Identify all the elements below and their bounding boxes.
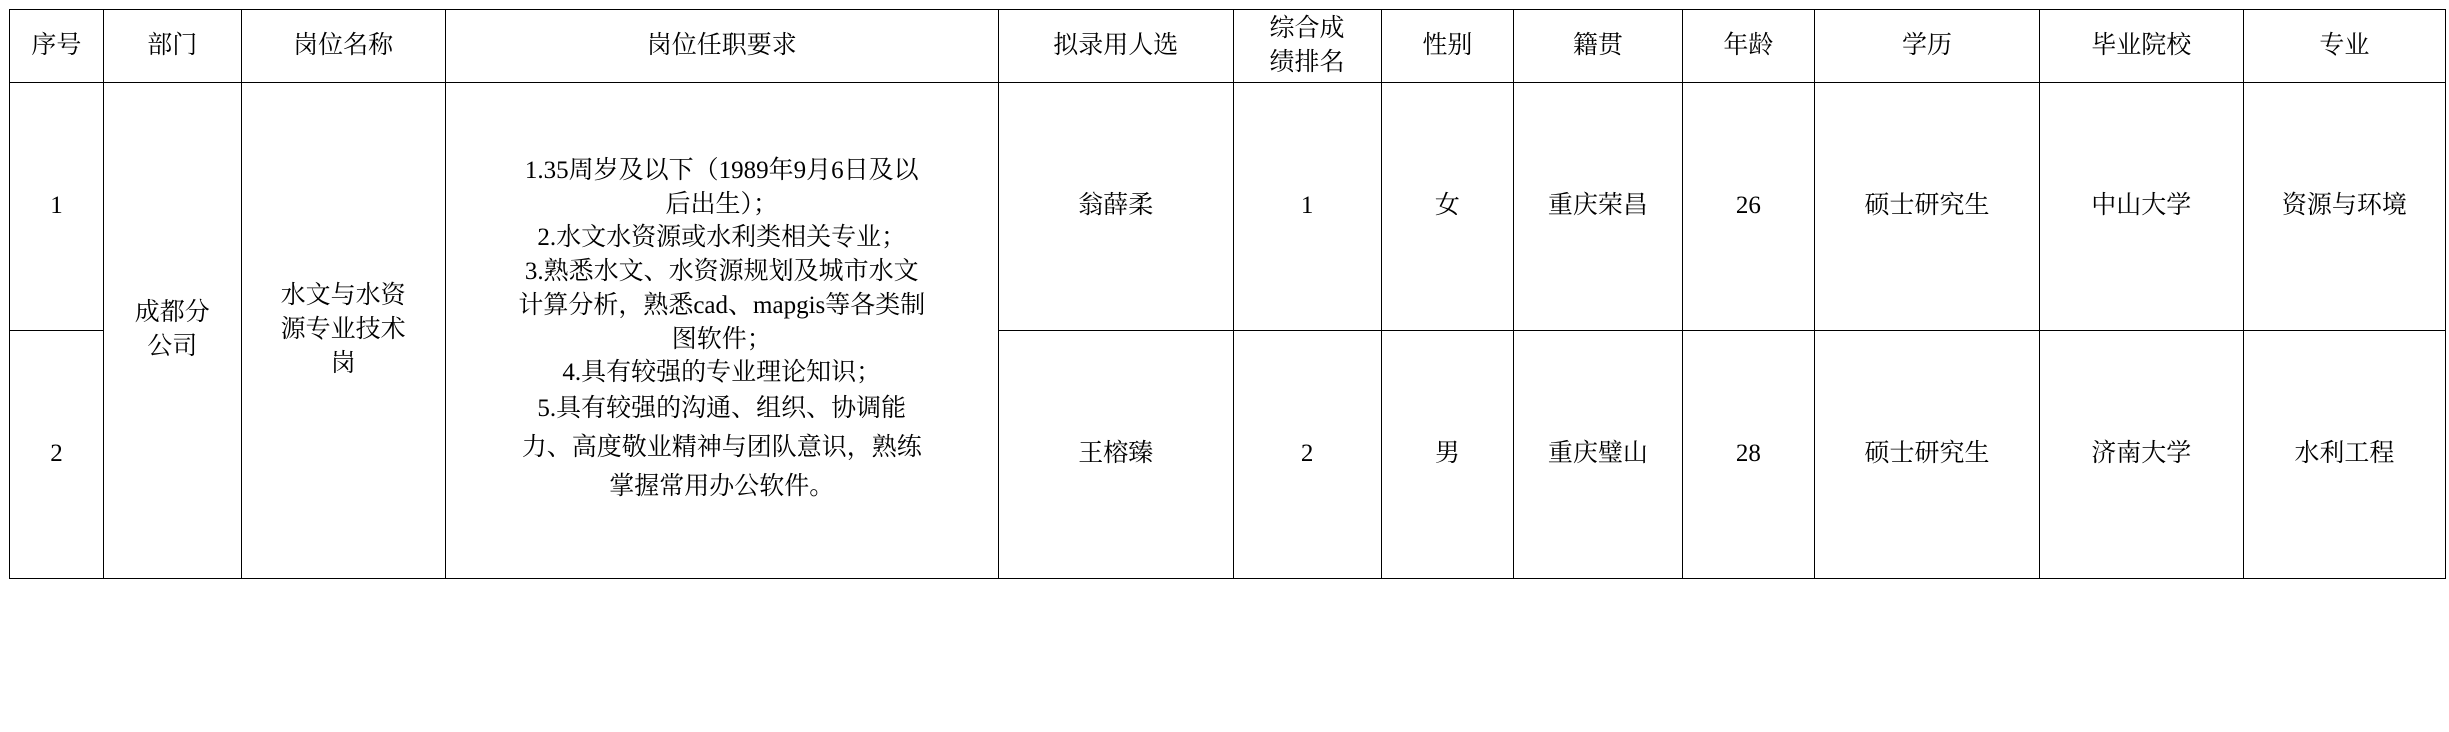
requirement-line-8c: 掌握常用办公软件。 [609,472,835,500]
header-rank [1233,10,1381,83]
cell-major: 资源与环境 [2243,82,2445,330]
header-gender: 性别 [1381,10,1514,83]
requirement-line-4: 3.熟悉水文、水资源规划及城市水文 [524,258,919,285]
table-header-row [10,10,2446,83]
cell-gender: 女 [1381,82,1514,330]
requirement-line-8b: 力、高度敬业精神与团队意识，熟练 [521,433,922,461]
cell-native-place: 重庆璧山 [1514,330,1682,578]
requirement-line-3: 2.水文水资源或水利类相关专业； [537,224,907,252]
header-post-name: 岗位名称 [241,10,445,83]
cell-age: 28 [1682,330,1815,578]
header-education: 学历 [1815,10,2040,83]
requirement-line-8a: 5.具有较强的沟通、组织、协调能 [537,395,907,422]
cell-school: 中山大学 [2039,82,2243,330]
cell-seq: 1 [10,82,104,330]
cell-age: 26 [1682,82,1815,330]
requirement-line-7: 4.具有较强的专业理论知识； [562,359,882,387]
post-line3: 岗 [330,349,356,377]
header-person: 拟录用人选 [998,10,1233,83]
cell-education: 硕士研究生 [1815,330,2040,578]
cell-education: 硕士研究生 [1815,82,2040,330]
cell-native-place: 重庆荣昌 [1514,82,1682,330]
header-seq: 序号 [10,10,104,83]
requirement-line-2: 后出生）； [665,190,779,218]
post-line2: 源专业技术 [280,316,406,344]
cell-requirement [445,82,998,578]
department-line1: 成都分 [134,299,210,327]
cell-rank: 2 [1233,330,1381,578]
header-age: 年龄 [1682,10,1815,83]
cell-major: 水利工程 [2243,330,2445,578]
header-department: 部门 [103,10,241,83]
department-line2: 公司 [147,333,198,360]
cell-department [103,82,241,578]
requirement-line-1: 1.35周岁及以下（1989年9月6日及以 [524,156,919,184]
header-rank-line1: 综合成 [1269,15,1345,42]
header-rank-line2: 绩排名 [1269,48,1345,76]
cell-rank: 1 [1233,82,1381,330]
header-major: 专业 [2243,10,2445,83]
table-row [10,82,2446,330]
cell-school: 济南大学 [2039,330,2243,578]
header-native-place: 籍贯 [1514,10,1682,83]
post-line1: 水文与水资 [280,282,406,310]
recruitment-table [9,9,2446,579]
cell-seq: 2 [10,330,104,578]
cell-person: 王榕臻 [998,330,1233,578]
requirement-line-6: 图软件； [671,325,772,353]
header-school: 毕业院校 [2039,10,2243,83]
document-sheet [0,9,2449,732]
header-requirement: 岗位任职要求 [445,10,998,83]
cell-person: 翁薛柔 [998,82,1233,330]
cell-post-name [241,82,445,578]
requirement-line-5: 计算分析，熟悉cad、mapgis等各类制 [518,291,926,319]
cell-gender: 男 [1381,330,1514,578]
